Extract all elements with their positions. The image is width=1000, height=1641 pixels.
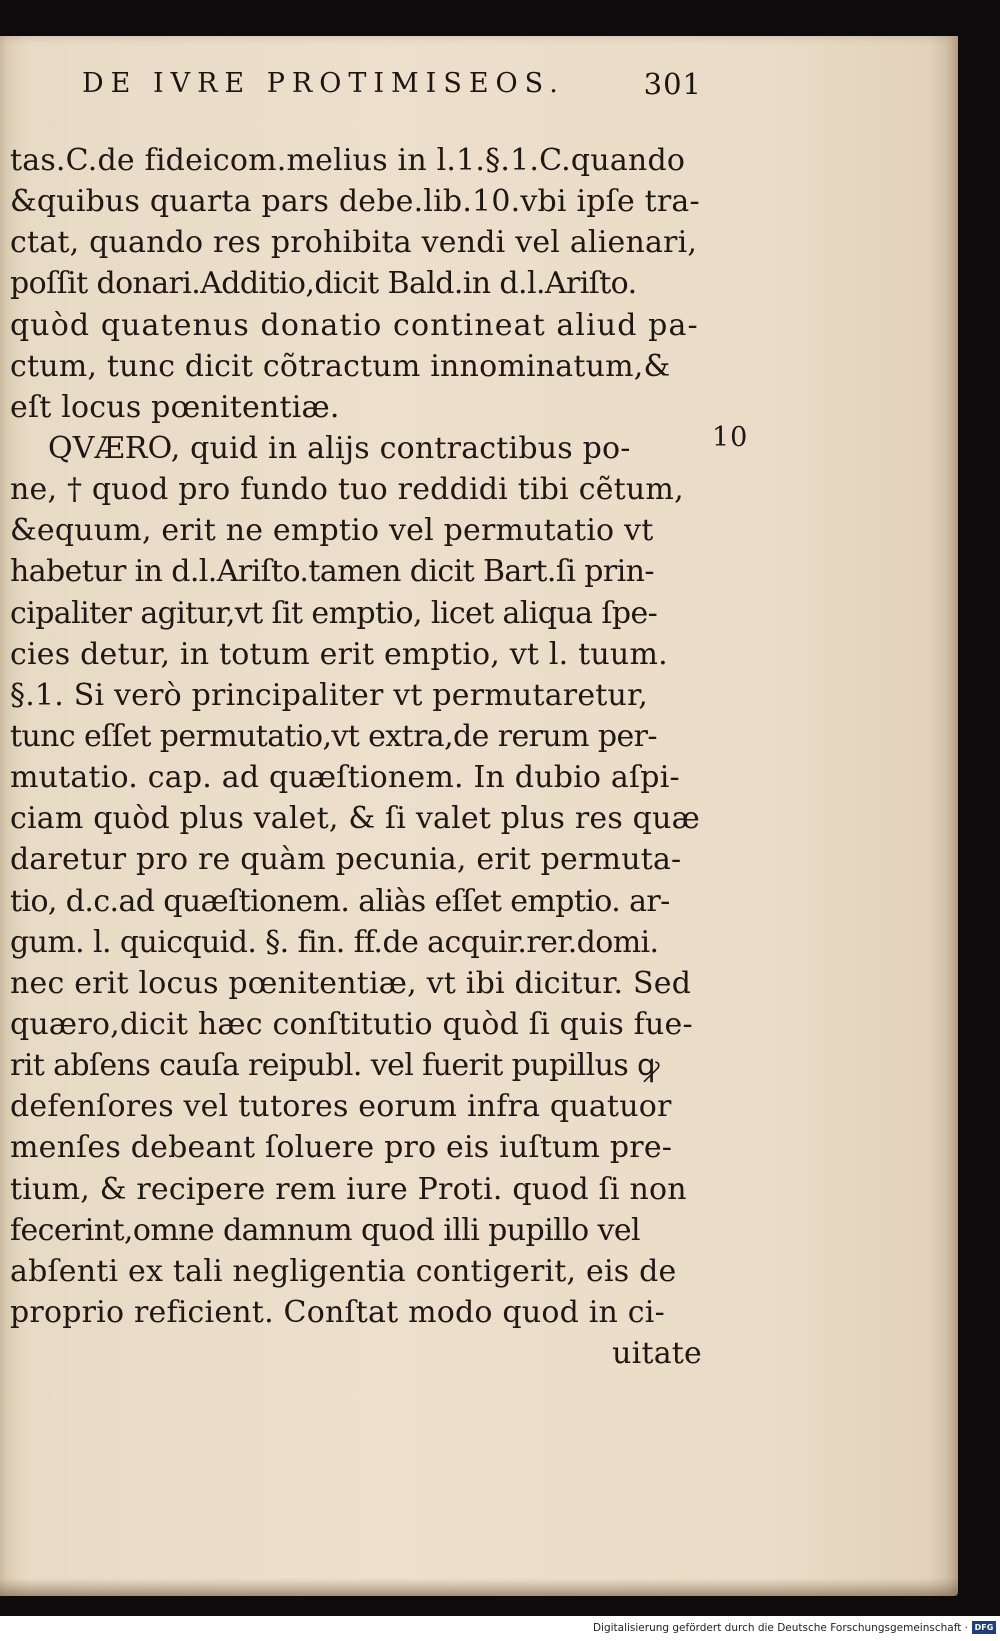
text-line: §.1. Si verò principaliter vt permutaretur,: [10, 677, 649, 713]
text-line: rit abſens cauſa reipubl. vel fuerit pupillus ꝙ: [10, 1048, 659, 1084]
text-line: habetur in d.l.Ariſto.tamen dicit Bart.ſi prin-: [10, 554, 654, 590]
running-title: DE IVRE PROTIMISEOS.: [82, 68, 565, 99]
text-line: ciam quòd plus valet, & ſi valet plus res quæ: [10, 801, 701, 837]
catchword: uitate: [612, 1336, 702, 1372]
text-line: cipaliter agitur,vt ſit emptio, licet aliqua ſpe-: [10, 595, 658, 631]
text-line: proprio reficient. Conſtat modo quod in ci-: [10, 1294, 665, 1330]
text-line: cies detur, in totum erit emptio, vt l. tuum.: [10, 636, 668, 672]
text-line: daretur pro re quàm pecunia, erit permuta-: [10, 842, 682, 878]
text-line: quæro,dicit hæc conſtitutio quòd ſi quis fue-: [10, 1006, 693, 1042]
text-line: ne, † quod pro fundo tuo reddidi tibi cẽtum,: [10, 472, 684, 508]
text-line: &equum, erit ne emptio vel permutatio vt: [10, 513, 654, 549]
margin-line-number: 10: [712, 422, 749, 453]
text-line: tio, d.c.ad quæſtionem. aliàs eſſet emptio. ar-: [10, 883, 670, 919]
text-line: menſes debeant ſoluere pro eis iuſtum pre-: [10, 1130, 673, 1166]
text-line: &quibus quarta pars debe.lib.10.vbi ipſe tra-: [10, 184, 700, 220]
page-edge-shadow: [0, 1578, 958, 1596]
text-line: tium, & recipere rem iure Proti. quod ſi non: [10, 1171, 687, 1207]
text-line: ctum, tunc dicit cõtractum innominatum,&: [10, 348, 671, 384]
funding-credit: Digitalisierung gefördert durch die Deutsche Forschungsgemeinschaft ·: [592, 1622, 968, 1634]
text-line: tunc eſſet permutatio,vt extra,de rerum per-: [10, 718, 657, 754]
text-line: abſenti ex tali negligentia contigerit, eis de: [10, 1253, 677, 1289]
text-line: eſt locus pœnitentiæ.: [10, 389, 340, 425]
text-line: fecerint,omne damnum quod illi pupillo vel: [10, 1212, 640, 1248]
running-head: [82, 64, 702, 104]
text-line: mutatio. cap. ad quæſtionem. In dubio aſpi-: [10, 760, 680, 796]
text-line: poſſit donari.Additio,dicit Bald.in d.l.Ariſto.: [10, 266, 637, 302]
body-text: [10, 140, 710, 1374]
text-line: gum. l. quicquid. §. fin. ff.de acquir.rer.domi.: [10, 924, 659, 960]
text-line: tas.C.de fideicom.melius in l.1.§.1.C.quando: [10, 143, 686, 178]
text-line: ctat, quando res prohibita vendi vel alienari,: [10, 225, 698, 261]
text-line: quòd quatenus donatio contineat aliud pa-: [10, 307, 699, 343]
text-line: defenſores vel tutores eorum infra quatuor: [10, 1089, 672, 1125]
dfg-logo-icon: DFG: [972, 1621, 996, 1634]
text-line: QVÆRO, quid in alijs contractibus po-: [48, 430, 631, 466]
text-line: nec erit locus pœnitentiæ, vt ibi dicitur. Sed: [10, 965, 692, 1001]
page-number: 301: [643, 67, 702, 101]
